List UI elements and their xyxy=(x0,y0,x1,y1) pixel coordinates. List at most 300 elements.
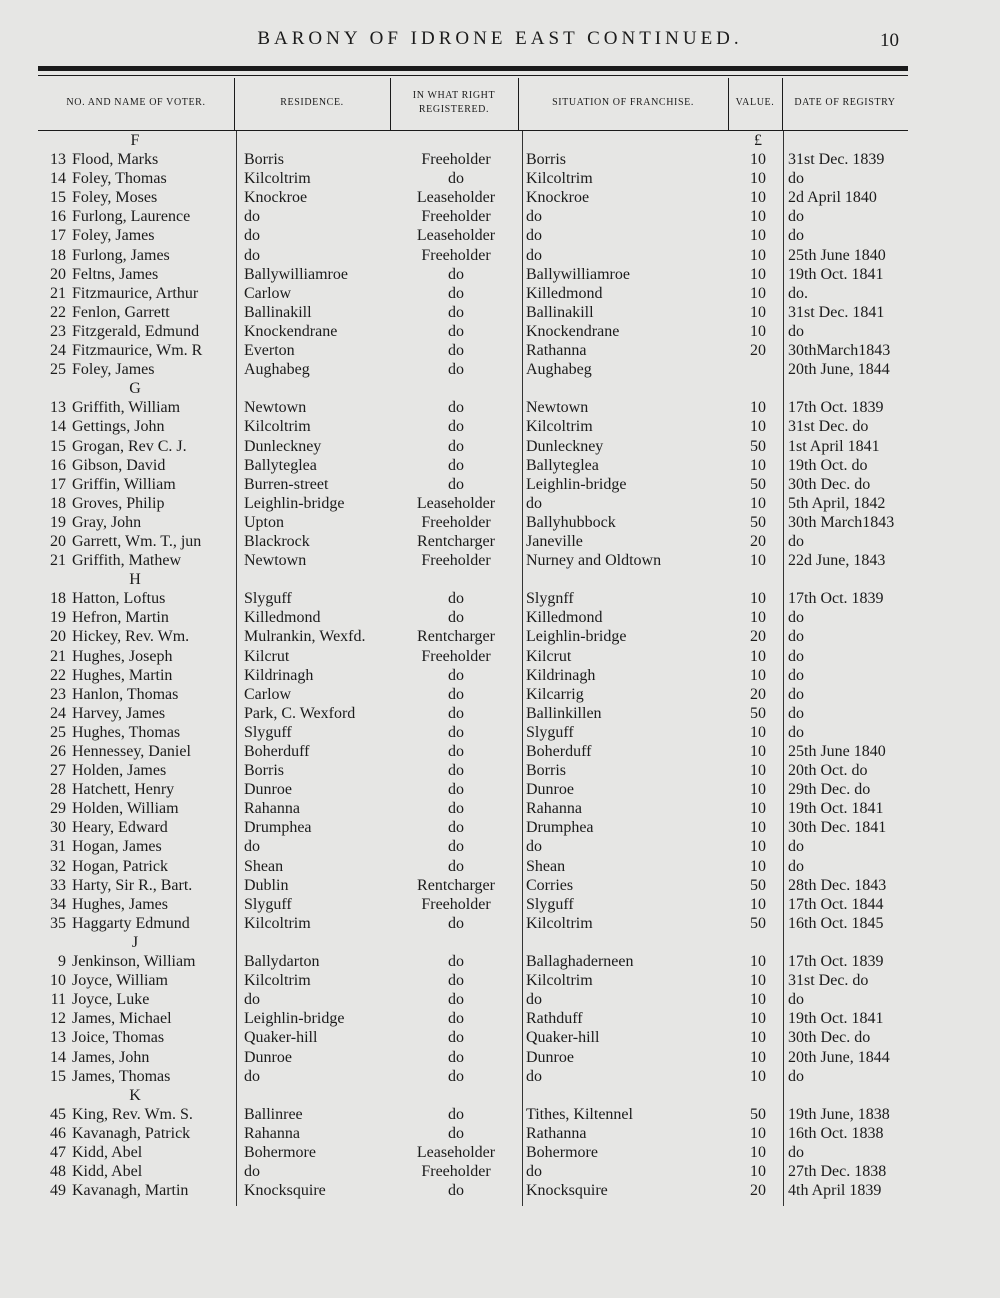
franchise-situation: Ballyhubbock xyxy=(526,513,616,531)
franchise-situation: Newtown xyxy=(526,399,589,417)
voter-number: 15 xyxy=(50,1067,66,1085)
voter-number: 24 xyxy=(50,704,66,722)
table-row xyxy=(0,895,1000,914)
franchise-value: 10 xyxy=(750,895,766,913)
voter-name: Hughes, James xyxy=(72,895,168,913)
registered-right: do xyxy=(448,1029,464,1047)
voter-number: 13 xyxy=(50,399,66,417)
registered-right: do xyxy=(448,303,464,321)
registered-right: do xyxy=(448,953,464,971)
franchise-situation: Borris xyxy=(526,762,566,780)
registry-date: do xyxy=(788,838,804,856)
voter-number: 34 xyxy=(50,895,66,913)
voter-number: 30 xyxy=(50,819,66,837)
residence: Shean xyxy=(244,857,284,875)
voter-number: 25 xyxy=(50,723,66,741)
franchise-value: 10 xyxy=(750,303,766,321)
residence: Kilcoltrim xyxy=(244,914,311,932)
voter-name: Flood, Marks xyxy=(72,151,159,169)
registry-date: 31st Dec. do xyxy=(788,972,869,990)
residence: do xyxy=(244,246,260,264)
voter-number: 19 xyxy=(50,513,66,531)
page-title: BARONY OF IDRONE EAST CONTINUED. xyxy=(257,28,743,49)
voter-name: Gray, John xyxy=(72,513,142,531)
voter-number: 49 xyxy=(50,1182,66,1200)
table-row xyxy=(0,303,1000,322)
voter-number: 21 xyxy=(50,284,66,302)
residence: do xyxy=(244,208,260,226)
franchise-value: 50 xyxy=(750,475,766,493)
residence: Everton xyxy=(244,342,295,360)
voter-number: 9 xyxy=(58,953,66,971)
voter-name: Hatton, Loftus xyxy=(72,590,166,608)
franchise-value: 50 xyxy=(750,513,766,531)
header-divider xyxy=(390,78,391,130)
registered-right: Leaseholder xyxy=(416,189,496,207)
voter-name: Kavanagh, Martin xyxy=(72,1182,189,1200)
voter-name: Holden, William xyxy=(72,800,179,818)
table-row xyxy=(0,188,1000,207)
header-rule-thick xyxy=(38,66,908,71)
table-row xyxy=(0,284,1000,303)
residence: Borris xyxy=(244,151,284,169)
voter-number: 10 xyxy=(50,972,66,990)
registry-date: 19th June, 1838 xyxy=(788,1105,890,1123)
franchise-situation: Kilcoltrim xyxy=(526,170,593,188)
voter-name: Fitzmaurice, Wm. R xyxy=(72,342,203,360)
voter-name: Holden, James xyxy=(72,762,167,780)
table-row xyxy=(0,150,1000,169)
registered-right: Freeholder xyxy=(421,895,491,913)
section-letter: K xyxy=(129,1086,141,1104)
franchise-value: 10 xyxy=(750,1029,766,1047)
voter-name: Furlong, Laurence xyxy=(72,208,191,226)
registry-date: do xyxy=(788,609,804,627)
franchise-situation: do xyxy=(526,494,542,512)
residence: Knockroe xyxy=(244,189,308,207)
col-header-value: VALUE. xyxy=(735,97,775,108)
franchise-value: 10 xyxy=(750,322,766,340)
registry-date: do xyxy=(788,227,804,245)
residence: Burren-street xyxy=(244,475,329,493)
registered-right: do xyxy=(448,704,464,722)
residence: Borris xyxy=(244,762,284,780)
franchise-situation: Knockroe xyxy=(526,189,590,207)
table-row xyxy=(0,666,1000,685)
header-divider xyxy=(234,78,235,130)
franchise-situation: Kilcoltrim xyxy=(526,418,593,436)
registry-date: 31st Dec. 1841 xyxy=(788,303,885,321)
franchise-situation: Slygnff xyxy=(526,590,574,608)
registry-date: do xyxy=(788,647,804,665)
residence: Dunroe xyxy=(244,781,292,799)
franchise-situation: Ballinakill xyxy=(526,303,594,321)
franchise-situation: Boherduff xyxy=(526,743,592,760)
franchise-situation: Rathanna xyxy=(526,1124,587,1142)
table-row xyxy=(0,971,1000,990)
franchise-value: 10 xyxy=(750,1067,766,1085)
voter-number: 15 xyxy=(50,189,66,207)
franchise-value: 10 xyxy=(750,418,766,436)
voter-name: Joyce, Luke xyxy=(72,991,150,1009)
voter-number: 24 xyxy=(50,342,66,360)
registered-right: do xyxy=(448,1182,464,1200)
registry-date: 30th Dec. do xyxy=(788,1029,871,1047)
table-row xyxy=(0,914,1000,933)
voter-number: 20 xyxy=(50,532,66,550)
table-row xyxy=(0,818,1000,837)
voter-name: Groves, Philip xyxy=(72,494,165,512)
franchise-situation: Drumphea xyxy=(526,819,594,837)
registered-right: do xyxy=(448,265,464,283)
residence: Dunleckney xyxy=(244,437,322,455)
registered-right: do xyxy=(448,1105,464,1123)
registry-date: 16th Oct. 1845 xyxy=(788,914,884,932)
franchise-situation: do xyxy=(526,246,542,264)
table-row xyxy=(0,1028,1000,1047)
residence: Bohermore xyxy=(244,1143,316,1161)
voter-name: Foley, Thomas xyxy=(72,170,167,188)
registered-right: do xyxy=(448,437,464,455)
table-row xyxy=(0,952,1000,971)
voter-number: 14 xyxy=(50,1048,66,1066)
table-row xyxy=(0,1105,1000,1124)
residence: Boherduff xyxy=(244,743,310,760)
franchise-situation: Rathanna xyxy=(526,342,587,360)
residence: do xyxy=(244,991,260,1009)
registry-date: 2d April 1840 xyxy=(788,189,877,207)
registry-date: 5th April, 1842 xyxy=(788,494,886,512)
voter-number: 15 xyxy=(50,437,66,455)
table-row xyxy=(0,1009,1000,1028)
franchise-value: 10 xyxy=(750,227,766,245)
registered-right: do xyxy=(448,609,464,627)
voter-number: 20 xyxy=(50,628,66,646)
voter-number: 22 xyxy=(50,303,66,321)
registry-date: do xyxy=(788,532,804,550)
registry-date: do xyxy=(788,1143,804,1161)
franchise-value: 10 xyxy=(750,781,766,799)
residence: Slyguff xyxy=(244,895,292,913)
residence: Newtown xyxy=(244,399,307,417)
table-row xyxy=(0,513,1000,532)
voter-number: 13 xyxy=(50,1029,66,1047)
franchise-value: 10 xyxy=(750,456,766,474)
section-letter: F xyxy=(130,132,140,149)
table-row xyxy=(0,1143,1000,1162)
voter-name: James, John xyxy=(72,1048,150,1066)
voter-name: Hennessey, Daniel xyxy=(72,743,191,760)
registered-right: Freeholder xyxy=(421,513,491,531)
table-row xyxy=(0,1048,1000,1067)
table-row xyxy=(0,417,1000,436)
registered-right: do xyxy=(448,857,464,875)
franchise-situation: Kilcoltrim xyxy=(526,972,593,990)
voter-name: Feltns, James xyxy=(72,265,159,283)
franchise-value: 10 xyxy=(750,1163,766,1181)
registered-right: Leaseholder xyxy=(416,1143,496,1161)
voter-number: 13 xyxy=(50,151,66,169)
voter-name: Kavanagh, Patrick xyxy=(72,1124,191,1142)
voter-name: Hughes, Joseph xyxy=(72,647,173,665)
franchise-situation: Ballyteglea xyxy=(526,456,599,474)
registry-date: 1st April 1841 xyxy=(788,437,880,455)
franchise-value: 10 xyxy=(750,743,766,760)
registered-right: do xyxy=(448,284,464,302)
voter-number: 19 xyxy=(50,609,66,627)
voter-number: 46 xyxy=(50,1124,66,1142)
franchise-situation: Slyguff xyxy=(526,723,574,741)
table-row xyxy=(0,1181,1000,1200)
voter-name: Heary, Edward xyxy=(72,819,168,837)
table-row xyxy=(0,207,1000,226)
voter-name: James, Michael xyxy=(72,1010,172,1028)
registry-date: 17th Oct. 1839 xyxy=(788,399,884,417)
franchise-situation: Aughabeg xyxy=(526,361,592,379)
registered-right: do xyxy=(448,456,464,474)
table-row xyxy=(0,226,1000,245)
registered-right: do xyxy=(448,1067,464,1085)
voter-name: Jenkinson, William xyxy=(72,953,196,971)
franchise-situation: do xyxy=(526,227,542,245)
franchise-value: 10 xyxy=(750,1143,766,1161)
voter-number: 21 xyxy=(50,647,66,665)
registry-date: 30th Dec. do xyxy=(788,475,871,493)
voter-name: Hatchett, Henry xyxy=(72,781,175,799)
table-row xyxy=(0,437,1000,456)
registry-date: do xyxy=(788,1067,804,1085)
registered-right: do xyxy=(448,590,464,608)
section-letter-row xyxy=(0,933,1000,952)
voter-number: 21 xyxy=(50,552,66,570)
franchise-value: 10 xyxy=(750,991,766,1009)
residence: Mulrankin, Wexfd. xyxy=(244,628,366,646)
registry-date: do xyxy=(788,628,804,646)
voter-name: Griffith, William xyxy=(72,399,181,417)
table-row xyxy=(0,398,1000,417)
registered-right: do xyxy=(448,723,464,741)
table-row xyxy=(0,799,1000,818)
voter-name: Garrett, Wm. T., jun xyxy=(72,532,202,550)
voter-number: 14 xyxy=(50,418,66,436)
table-row xyxy=(0,876,1000,895)
registry-date: do xyxy=(788,991,804,1009)
registered-right: Rentcharger xyxy=(417,628,495,646)
voter-name: Hogan, Patrick xyxy=(72,857,168,875)
table-row xyxy=(0,589,1000,608)
voter-number: 48 xyxy=(50,1163,66,1181)
registered-right: do xyxy=(448,322,464,340)
voter-name: Foley, Moses xyxy=(72,189,158,207)
franchise-value: 10 xyxy=(750,666,766,684)
table-row xyxy=(0,627,1000,646)
franchise-situation: Knocksquire xyxy=(526,1182,608,1200)
voter-name: Fitzgerald, Edmund xyxy=(72,322,200,340)
table-row xyxy=(0,169,1000,188)
franchise-value: 20 xyxy=(750,1182,766,1200)
voter-number: 11 xyxy=(50,991,66,1009)
franchise-situation: Quaker-hill xyxy=(526,1029,600,1047)
registry-date: 22d June, 1843 xyxy=(788,552,886,570)
table-row xyxy=(0,532,1000,551)
registered-right: Rentcharger xyxy=(417,532,495,550)
franchise-situation: do xyxy=(526,991,542,1009)
table-row xyxy=(0,704,1000,723)
registered-right: do xyxy=(448,1124,464,1142)
residence: Quaker-hill xyxy=(244,1029,318,1047)
registry-date: 20th June, 1844 xyxy=(788,361,890,379)
franchise-value: 10 xyxy=(750,838,766,856)
registered-right: Freeholder xyxy=(421,246,491,264)
franchise-situation: Kildrinagh xyxy=(526,666,596,684)
registry-date: do xyxy=(788,723,804,741)
table-row xyxy=(0,1124,1000,1143)
franchise-situation: Ballaghaderneen xyxy=(526,953,634,971)
registered-right: do xyxy=(448,399,464,417)
residence: Blackrock xyxy=(244,532,310,550)
registered-right: Freeholder xyxy=(421,151,491,169)
voter-number: 26 xyxy=(50,743,66,760)
table-row xyxy=(0,1067,1000,1086)
registry-date: 19th Oct. 1841 xyxy=(788,265,884,283)
registry-date: 19th Oct. 1841 xyxy=(788,800,884,818)
section-letter-row xyxy=(0,570,1000,589)
franchise-value: 10 xyxy=(750,552,766,570)
section-letter-row xyxy=(0,1086,1000,1105)
voter-number: 17 xyxy=(50,475,66,493)
voter-name: Harty, Sir R., Bart. xyxy=(72,876,193,894)
voter-name: King, Rev. Wm. S. xyxy=(72,1105,193,1123)
franchise-situation: Kilcrut xyxy=(526,647,572,665)
table-header xyxy=(38,78,908,128)
table-row xyxy=(0,322,1000,341)
table-row xyxy=(0,761,1000,780)
residence: Rahanna xyxy=(244,800,300,818)
registered-right: do xyxy=(448,475,464,493)
franchise-value: 10 xyxy=(750,170,766,188)
franchise-situation: Rahanna xyxy=(526,800,582,818)
voter-name: Hughes, Thomas xyxy=(72,723,181,741)
registry-date: 19th Oct. do xyxy=(788,456,868,474)
section-letter-row xyxy=(0,379,1000,398)
residence: Slyguff xyxy=(244,590,292,608)
registered-right: do xyxy=(448,819,464,837)
voter-name: Hefron, Martin xyxy=(72,609,169,627)
voter-number: 23 xyxy=(50,322,66,340)
table-row xyxy=(0,685,1000,704)
registered-right: do xyxy=(448,743,464,760)
registry-date: 30th March1843 xyxy=(788,513,895,531)
residence: Kilcrut xyxy=(244,647,290,665)
franchise-situation: Ballinkillen xyxy=(526,704,602,722)
registered-right: Freeholder xyxy=(421,208,491,226)
voter-number: 12 xyxy=(50,1010,66,1028)
table-row xyxy=(0,360,1000,379)
table-row xyxy=(0,246,1000,265)
franchise-situation: Kilcoltrim xyxy=(526,914,593,932)
residence: Kildrinagh xyxy=(244,666,314,684)
registered-right: do xyxy=(448,666,464,684)
registry-date: do xyxy=(788,170,804,188)
voter-number: 16 xyxy=(50,208,66,226)
franchise-value: 50 xyxy=(750,437,766,455)
franchise-value: 10 xyxy=(750,189,766,207)
franchise-situation: Corries xyxy=(526,876,574,894)
residence: Kilcoltrim xyxy=(244,418,311,436)
voter-name: Hughes, Martin xyxy=(72,666,173,684)
voter-name: Hogan, James xyxy=(72,838,162,856)
franchise-situation: Dunroe xyxy=(526,1048,574,1066)
residence: Park, C. Wexford xyxy=(244,704,356,722)
col-header-residence: RESIDENCE. xyxy=(280,97,344,108)
registered-right: do xyxy=(448,914,464,932)
franchise-value: 10 xyxy=(750,1124,766,1142)
registered-right: do xyxy=(448,170,464,188)
header-rule-thin xyxy=(38,75,908,76)
registered-right: do xyxy=(448,838,464,856)
franchise-situation: do xyxy=(526,838,542,856)
franchise-value: 10 xyxy=(750,494,766,512)
franchise-situation: do xyxy=(526,208,542,226)
table-row xyxy=(0,475,1000,494)
voter-name: Joyce, William xyxy=(72,972,168,990)
residence: do xyxy=(244,1067,260,1085)
voter-name: James, Thomas xyxy=(72,1067,171,1085)
voter-number: 22 xyxy=(50,666,66,684)
residence: Knockendrane xyxy=(244,322,338,340)
franchise-value: 10 xyxy=(750,647,766,665)
franchise-situation: Ballywilliamroe xyxy=(526,265,630,283)
table-row xyxy=(0,608,1000,627)
residence: Killedmond xyxy=(244,609,321,627)
table-row xyxy=(0,990,1000,1009)
voter-name: Hickey, Rev. Wm. xyxy=(72,628,190,646)
voter-name: Harvey, James xyxy=(72,704,166,722)
franchise-value: 50 xyxy=(750,876,766,894)
voter-name: Griffin, William xyxy=(72,475,176,493)
table-row xyxy=(0,494,1000,513)
voter-number: 14 xyxy=(50,170,66,188)
col-header-situation: SITUATION OF FRANCHISE. xyxy=(552,97,694,108)
registry-date: 31st Dec. do xyxy=(788,418,869,436)
franchise-situation: do xyxy=(526,1067,542,1085)
franchise-situation: Dunroe xyxy=(526,781,574,799)
residence: do xyxy=(244,227,260,245)
franchise-situation: Janeville xyxy=(526,532,583,550)
voter-name: Gibson, David xyxy=(72,456,166,474)
residence: Drumphea xyxy=(244,819,312,837)
franchise-value: 10 xyxy=(750,208,766,226)
residence: Dunroe xyxy=(244,1048,292,1066)
voter-name: Gettings, John xyxy=(72,418,165,436)
voter-name: Joice, Thomas xyxy=(72,1029,165,1047)
residence: do xyxy=(244,1163,260,1181)
registry-date: do xyxy=(788,704,804,722)
franchise-value: 10 xyxy=(750,857,766,875)
voter-name: Fitzmaurice, Arthur xyxy=(72,284,199,302)
franchise-situation: Rathduff xyxy=(526,1010,583,1028)
registry-date: 19th Oct. 1841 xyxy=(788,1010,884,1028)
voter-name: Griffith, Mathew xyxy=(72,552,182,570)
currency-symbol: £ xyxy=(754,132,762,149)
table-row xyxy=(0,837,1000,856)
residence: Ballinakill xyxy=(244,303,312,321)
col-header-voter: NO. AND NAME OF VOTER. xyxy=(66,97,206,108)
registry-date: 20th June, 1844 xyxy=(788,1048,890,1066)
voter-number: 31 xyxy=(50,838,66,856)
table-row xyxy=(0,265,1000,284)
voter-number: 20 xyxy=(50,265,66,283)
